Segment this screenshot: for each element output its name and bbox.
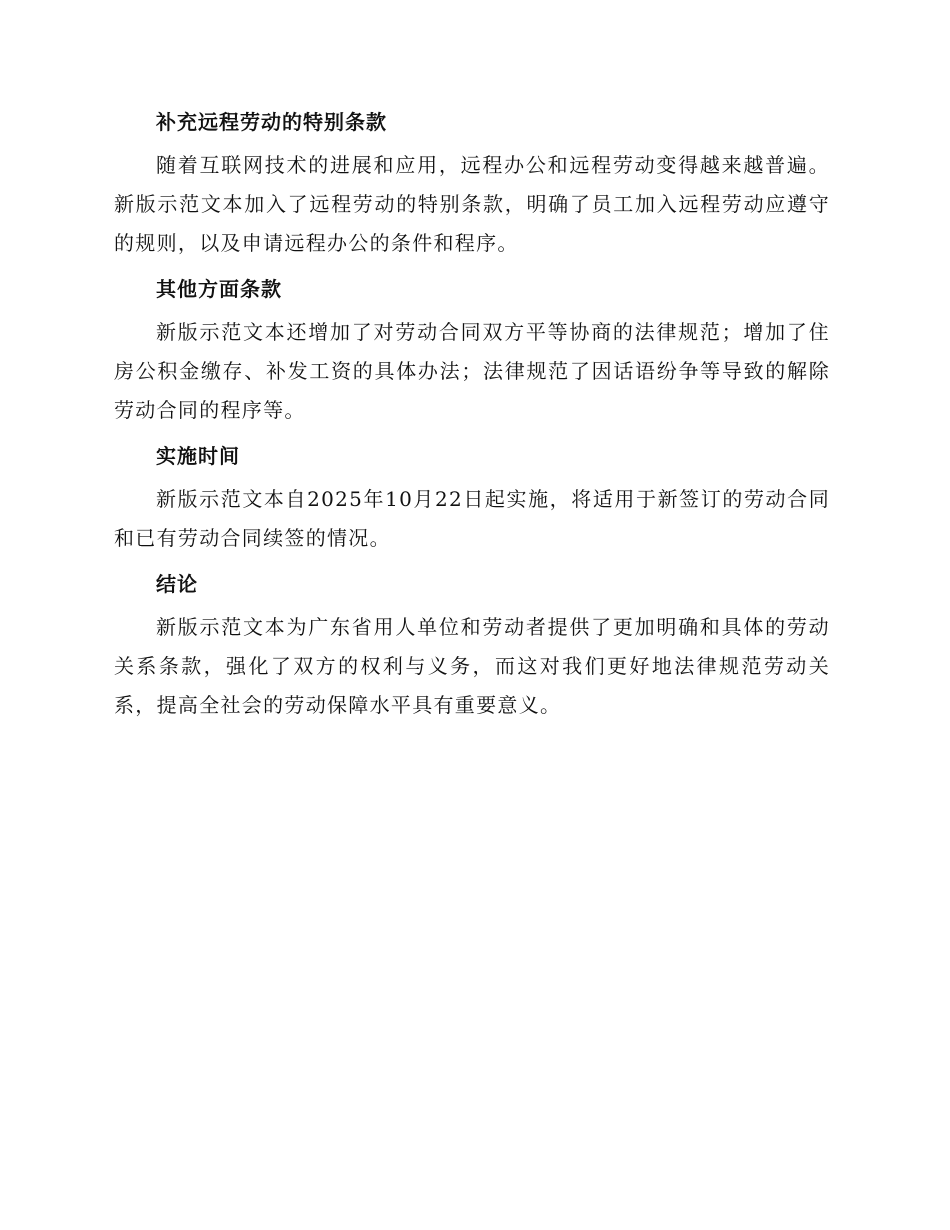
- document-page: [114, 106, 830, 735]
- section-heading-remote-work: 补充远程劳动的特别条款: [156, 110, 387, 134]
- section-heading-other-terms: 其他方面条款: [156, 277, 282, 301]
- section-body-other-terms: 新版示范文本还增加了对劳动合同双方平等协商的法律规范；增加了住房公积金缴存、补发工资的具体办法；法律规范了因话语纷争等导致的解除劳动合同的程序等。: [114, 320, 830, 422]
- section-body-remote-work: 随着互联网技术的进展和应用，远程办公和远程劳动变得越来越普遍。新版示范文本加入了远程劳动的特别条款，明确了员工加入远程劳动应遵守的规则，以及申请远程办公的条件和程序。: [114, 153, 830, 255]
- section-body-effective-date: 新版示范文本自2025年10月22日起实施，将适用于新签订的劳动合同和已有劳动合同续签的情况。: [114, 487, 830, 550]
- section-heading-effective-date: 实施时间: [156, 444, 240, 468]
- section-body-conclusion: 新版示范文本为广东省用人单位和劳动者提供了更加明确和具体的劳动关系条款，强化了双方的权利与义务，而这对我们更好地法律规范劳动关系，提高全社会的劳动保障水平具有重要意义。: [114, 615, 830, 717]
- section-heading-conclusion: 结论: [156, 572, 198, 596]
